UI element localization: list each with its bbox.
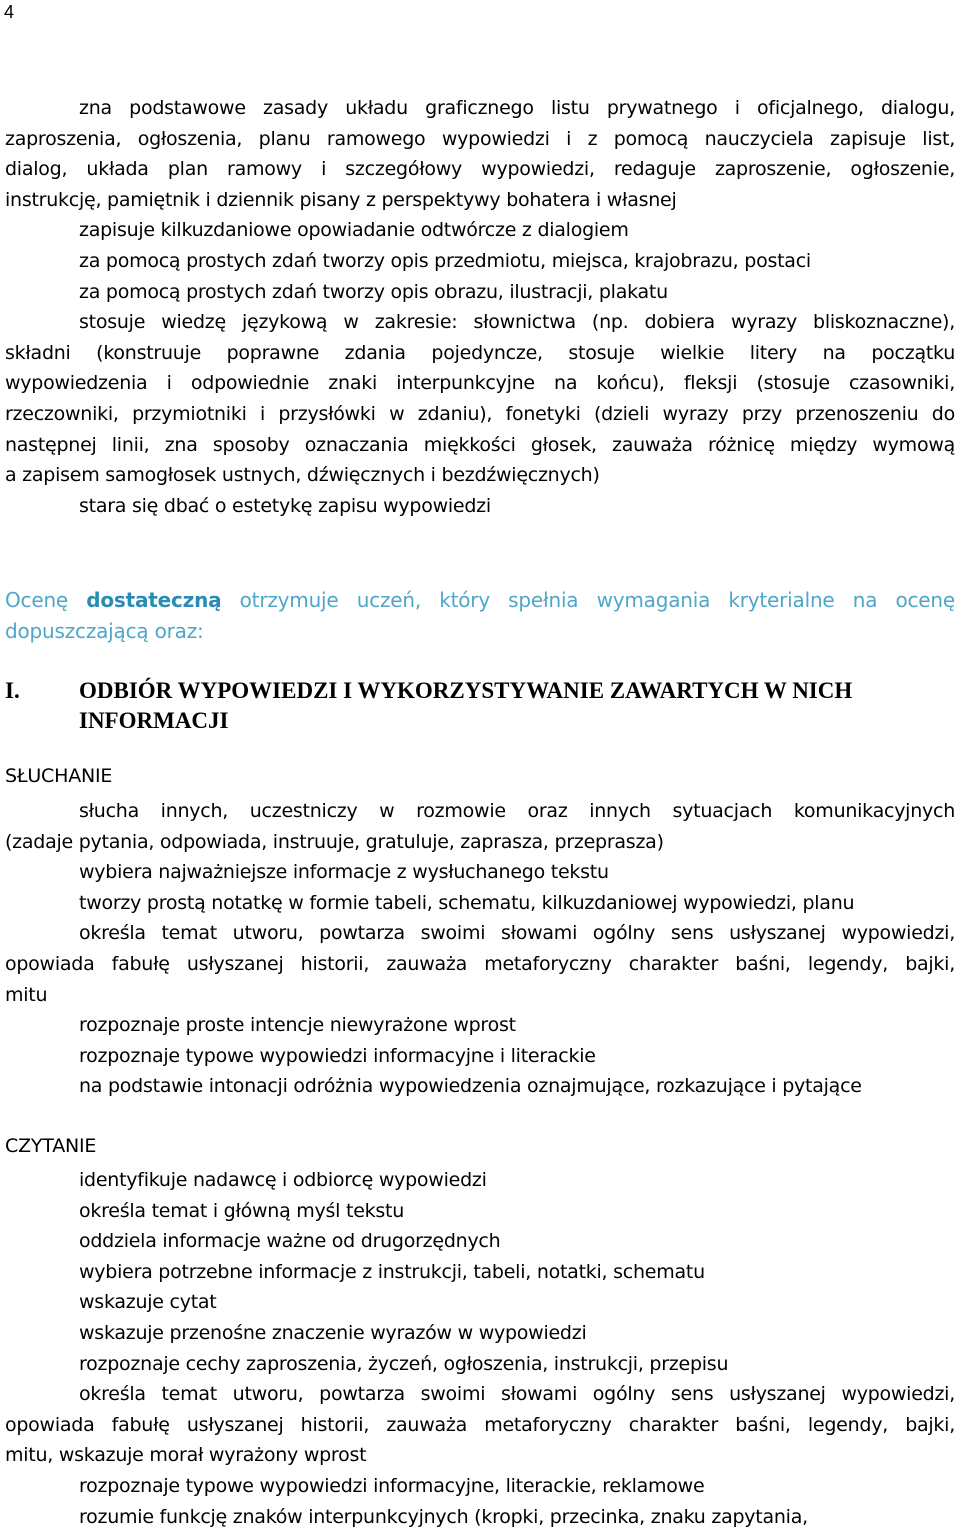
- requirements-list-reading: [5, 1165, 955, 1532]
- list-item-line: opowiada fabułę usłyszanej historii, zauważa metaforyczny charakter baśni, legendy, bajki,: [5, 1413, 955, 1436]
- requirements-list-listening: [5, 796, 955, 1102]
- list-item: [5, 246, 955, 277]
- list-item: [5, 277, 955, 308]
- list-item-line: rzeczowniki, przymiotniki i przysłówki w zdaniu), fonetyki (dzieli wyrazy przy przenoszeniu do: [5, 402, 955, 425]
- list-item-line: za pomocą prostych zdań tworzy opis obrazu, ilustracji, plakatu: [79, 280, 668, 303]
- list-item-line: instrukcję, pamiętnik i dziennik pisany z perspektywy bohatera i własnej: [5, 188, 677, 211]
- list-item-line: mitu: [5, 983, 48, 1006]
- list-item: [5, 1502, 955, 1532]
- list-item: [5, 1010, 955, 1041]
- list-item-line: wybiera najważniejsze informacje z wysłuchanego tekstu: [79, 861, 609, 884]
- list-item: [5, 1379, 955, 1471]
- list-item-line: identyfikuje nadawcę i odbiorcę wypowiedzi: [79, 1169, 487, 1191]
- grade-note: [5, 585, 955, 647]
- section-title: ODBIÓR WYPOWIEDZI I WYKORZYSTYWANIE ZAWARTYCH W NICH INFORMACJI: [79, 678, 853, 733]
- list-item-line: zapisuje kilkuzdaniowe opowiadanie odtwórcze z dialogiem: [79, 219, 629, 242]
- list-item-line: wskazuje przenośne znaczenie wyrazów w wypowiedzi: [79, 1321, 587, 1344]
- heading-czytanie: CZYTANIE: [5, 1135, 97, 1157]
- list-item-line: a zapisem samogłosek ustnych, dźwięcznych i bezdźwięcznych): [5, 464, 600, 487]
- page-number: 4: [4, 2, 15, 22]
- list-item-line: opowiada fabułę usłyszanej historii, zauważa metaforyczny charakter baśni, legendy, bajki,: [5, 952, 955, 975]
- list-item-line: stosuje wiedzę językową w zakresie: słownictwa (np. dobiera wyrazy bliskoznaczne),: [79, 311, 955, 334]
- list-item: [5, 1165, 955, 1196]
- list-item-line: (zadaje pytania, odpowiada, instruuje, gratuluje, zaprasza, przeprasza): [5, 830, 664, 853]
- list-item: [5, 491, 955, 522]
- list-item: [5, 1287, 955, 1318]
- grade-note-line2: dopuszczającą oraz:: [5, 619, 204, 643]
- list-item: [5, 918, 955, 1010]
- list-item-line: mitu, wskazuje morał wyrażony wprost: [5, 1444, 367, 1467]
- list-item-line: za pomocą prostych zdań tworzy opis przedmiotu, miejsca, krajobrazu, postaci: [79, 249, 811, 272]
- list-item-line: wskazuje cytat: [79, 1291, 217, 1314]
- list-item-line: słucha innych, uczestniczy w rozmowie oraz innych sytuacjach komunikacyjnych: [79, 800, 955, 822]
- list-item: [5, 307, 955, 491]
- list-item-line: rozpoznaje cechy zaproszenia, życzeń, ogłoszenia, instrukcji, przepisu: [79, 1352, 729, 1375]
- list-item-line: określa temat utworu, powtarza swoimi słowami ogólny sens usłyszanej wypowiedzi,: [79, 922, 955, 945]
- list-item: [5, 1041, 955, 1072]
- list-item-line: rozpoznaje typowe wypowiedzi informacyjne, literackie, reklamowe: [79, 1474, 705, 1497]
- list-item: [5, 1196, 955, 1227]
- list-item-line: wypowiedzenia i odpowiednie znaki interpunkcyjne na końcu), fleksji (stosuje czasowniki,: [5, 372, 955, 395]
- list-item: [5, 1071, 955, 1102]
- list-item: [5, 1349, 955, 1380]
- requirements-list-writing: [5, 93, 955, 521]
- list-item: [5, 857, 955, 888]
- list-item-line: dialog, układa plan ramowy i szczegółowy wypowiedzi, redaguje zaproszenie, ogłoszenie,: [5, 158, 955, 181]
- list-item: [5, 1226, 955, 1257]
- list-item-line: określa temat i główną myśl tekstu: [79, 1199, 405, 1222]
- grade-name: dostateczną: [86, 588, 222, 612]
- list-item-line: składni (konstruuje poprawne zdania pojedyncze, stosuje wielkie litery na początku: [5, 341, 955, 364]
- list-item-line: określa temat utworu, powtarza swoimi słowami ogólny sens usłyszanej wypowiedzi,: [79, 1383, 955, 1406]
- list-item: [5, 888, 955, 919]
- grade-note-line1: Ocenę dostateczną otrzymuje uczeń, który spełnia wymagania kryterialne na ocenę: [5, 588, 955, 612]
- list-item: [5, 93, 955, 215]
- list-item-line: rozumie funkcję znaków interpunkcyjnych (kropki, przecinka, znaku zapytania,: [79, 1505, 808, 1528]
- list-item-line: rozpoznaje typowe wypowiedzi informacyjne i literackie: [79, 1044, 596, 1067]
- list-item: [5, 1318, 955, 1349]
- section-number: I.: [5, 678, 20, 703]
- list-item: [5, 215, 955, 246]
- list-item-line: zna podstawowe zasady układu graficznego listu prywatnego i oficjalnego, dialogu,: [79, 97, 955, 119]
- list-item: [5, 1471, 955, 1502]
- list-item-line: wybiera potrzebne informacje z instrukcji, tabeli, notatki, schematu: [79, 1260, 705, 1283]
- list-item-line: tworzy prostą notatkę w formie tabeli, schematu, kilkuzdaniowej wypowiedzi, planu: [79, 891, 855, 914]
- list-item: [5, 1257, 955, 1288]
- heading-sluchanie: SŁUCHANIE: [5, 765, 113, 787]
- list-item-line: na podstawie intonacji odróżnia wypowiedzenia oznajmujące, rozkazujące i pytające: [79, 1075, 862, 1098]
- list-item-line: rozpoznaje proste intencje niewyrażone wprost: [79, 1014, 516, 1037]
- list-item-line: zaproszenia, ogłoszenia, planu ramowego wypowiedzi i z pomocą nauczyciela zapisuje list,: [5, 127, 955, 150]
- list-item: [5, 796, 955, 857]
- list-item-line: następnej linii, zna sposoby oznaczania miękkości głosek, zauważa różnicę między wymową: [5, 433, 955, 456]
- list-item-line: oddziela informacje ważne od drugorzędnych: [79, 1230, 501, 1253]
- list-item-line: stara się dbać o estetykę zapisu wypowiedzi: [79, 494, 491, 517]
